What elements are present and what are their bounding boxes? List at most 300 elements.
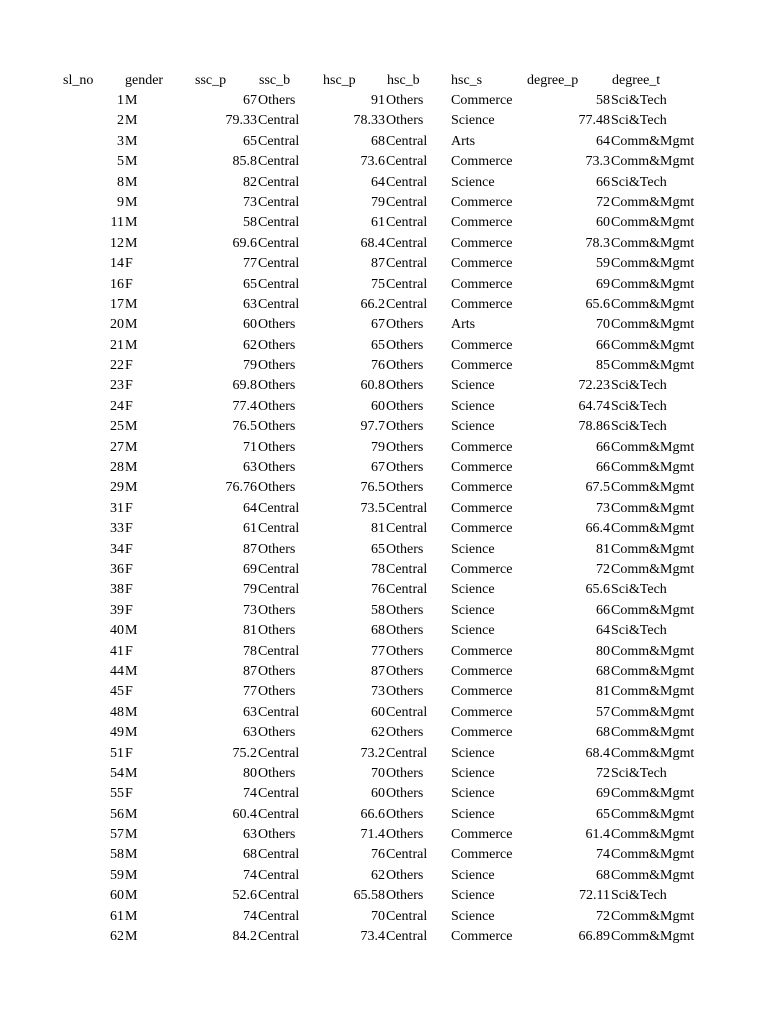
cell-ssc-p: 79.33 (225, 113, 257, 129)
cell-ssc-p: 73 (243, 194, 257, 210)
cell-hsc-s: Science (451, 174, 495, 190)
cell-sl-no: 2 (117, 113, 124, 129)
cell-sl-no: 22 (110, 358, 124, 374)
table-row (0, 275, 768, 295)
cell-gender: F (125, 256, 133, 272)
cell-hsc-s: Commerce (451, 276, 513, 292)
cell-hsc-p: 79 (371, 439, 385, 455)
cell-sl-no: 36 (110, 561, 124, 577)
cell-ssc-b: Central (258, 745, 300, 761)
table-row (0, 805, 768, 825)
cell-ssc-p: 82 (243, 174, 257, 190)
cell-hsc-s: Science (451, 806, 495, 822)
cell-degree-p: 66 (596, 174, 610, 190)
cell-hsc-s: Commerce (451, 725, 513, 741)
table-row (0, 91, 768, 111)
cell-sl-no: 16 (110, 276, 124, 292)
cell-hsc-b: Others (386, 623, 424, 639)
cell-gender: F (125, 541, 133, 557)
cell-degree-p: 66 (596, 337, 610, 353)
table-row (0, 621, 768, 641)
cell-hsc-p: 67 (371, 317, 385, 333)
cell-gender: M (125, 194, 138, 210)
cell-hsc-b: Others (386, 337, 424, 353)
cell-sl-no: 12 (110, 235, 124, 251)
cell-hsc-p: 73.5 (360, 500, 385, 516)
table-row (0, 601, 768, 621)
cell-ssc-p: 75.2 (232, 745, 257, 761)
cell-hsc-b: Central (386, 276, 428, 292)
cell-degree-p: 77.48 (578, 113, 610, 129)
table-row (0, 764, 768, 784)
cell-hsc-s: Science (451, 745, 495, 761)
cell-ssc-b: Central (258, 521, 300, 537)
cell-sl-no: 5 (117, 154, 124, 170)
cell-gender: F (125, 643, 133, 659)
cell-hsc-p: 68 (371, 133, 385, 149)
cell-degree-t: Comm&Mgmt (611, 521, 695, 537)
cell-ssc-p: 79 (243, 582, 257, 598)
cell-ssc-p: 85.8 (232, 154, 257, 170)
cell-degree-t: Comm&Mgmt (611, 256, 695, 272)
cell-ssc-p: 73 (243, 602, 257, 618)
cell-hsc-b: Others (386, 684, 424, 700)
cell-hsc-s: Commerce (451, 827, 513, 843)
column-header-ssc-b: ssc_b (259, 73, 291, 88)
table-header-row (0, 70, 768, 91)
cell-hsc-s: Science (451, 867, 495, 883)
cell-sl-no: 21 (110, 337, 124, 353)
cell-ssc-b: Others (258, 602, 296, 618)
cell-ssc-b: Others (258, 419, 296, 435)
table-row (0, 560, 768, 580)
cell-degree-p: 72 (596, 194, 610, 210)
cell-degree-p: 66 (596, 439, 610, 455)
cell-sl-no: 45 (110, 684, 124, 700)
cell-sl-no: 57 (110, 827, 124, 843)
cell-degree-t: Comm&Mgmt (611, 561, 695, 577)
cell-hsc-b: Others (386, 419, 424, 435)
cell-ssc-p: 74 (243, 867, 257, 883)
cell-degree-p: 72 (596, 908, 610, 924)
cell-hsc-b: Others (386, 806, 424, 822)
cell-hsc-p: 77 (371, 643, 385, 659)
cell-ssc-p: 63 (243, 827, 257, 843)
cell-gender: M (125, 337, 138, 353)
cell-hsc-b: Central (386, 296, 428, 312)
table-row (0, 682, 768, 702)
cell-gender: M (125, 215, 138, 231)
cell-gender: M (125, 133, 138, 149)
cell-ssc-p: 63 (243, 704, 257, 720)
cell-hsc-p: 61 (371, 215, 385, 231)
cell-sl-no: 39 (110, 602, 124, 618)
cell-hsc-s: Science (451, 602, 495, 618)
cell-hsc-p: 76 (371, 582, 385, 598)
cell-ssc-p: 68 (243, 847, 257, 863)
cell-hsc-s: Commerce (451, 256, 513, 272)
cell-hsc-b: Central (386, 704, 428, 720)
table-row (0, 784, 768, 804)
cell-degree-p: 78.86 (578, 419, 610, 435)
column-header-hsc-b: hsc_b (387, 73, 420, 88)
cell-hsc-b: Central (386, 847, 428, 863)
cell-hsc-s: Commerce (451, 643, 513, 659)
cell-degree-t: Comm&Mgmt (611, 745, 695, 761)
cell-sl-no: 56 (110, 806, 124, 822)
cell-degree-t: Sci&Tech (611, 582, 667, 598)
table-row (0, 927, 768, 947)
cell-degree-t: Comm&Mgmt (611, 296, 695, 312)
cell-degree-p: 67.5 (585, 480, 610, 496)
cell-ssc-p: 77 (243, 684, 257, 700)
cell-hsc-p: 60.8 (360, 378, 385, 394)
cell-sl-no: 40 (110, 623, 124, 639)
cell-gender: M (125, 439, 138, 455)
cell-ssc-b: Central (258, 806, 300, 822)
cell-degree-p: 73.3 (585, 154, 610, 170)
cell-hsc-s: Commerce (451, 439, 513, 455)
cell-hsc-s: Commerce (451, 663, 513, 679)
cell-hsc-s: Science (451, 398, 495, 414)
cell-sl-no: 58 (110, 847, 124, 863)
cell-degree-p: 85 (596, 358, 610, 374)
table-row (0, 254, 768, 274)
cell-sl-no: 41 (110, 643, 124, 659)
cell-degree-p: 72.23 (578, 378, 610, 394)
cell-degree-t: Comm&Mgmt (611, 929, 695, 945)
cell-ssc-b: Others (258, 725, 296, 741)
cell-degree-p: 72 (596, 561, 610, 577)
cell-degree-p: 68 (596, 663, 610, 679)
cell-ssc-b: Central (258, 643, 300, 659)
cell-sl-no: 48 (110, 704, 124, 720)
cell-ssc-b: Others (258, 93, 296, 108)
cell-hsc-p: 70 (371, 908, 385, 924)
table-row (0, 458, 768, 478)
cell-degree-t: Comm&Mgmt (611, 154, 695, 170)
cell-degree-t: Comm&Mgmt (611, 847, 695, 863)
cell-hsc-p: 73.4 (360, 929, 385, 945)
cell-hsc-b: Others (386, 460, 424, 476)
cell-gender: M (125, 296, 138, 312)
cell-degree-t: Comm&Mgmt (611, 908, 695, 924)
cell-gender: M (125, 908, 138, 924)
cell-ssc-p: 81 (243, 623, 257, 639)
table-row (0, 540, 768, 560)
cell-ssc-p: 77 (243, 256, 257, 272)
cell-degree-p: 69 (596, 786, 610, 802)
cell-hsc-b: Others (386, 317, 424, 333)
cell-degree-t: Sci&Tech (611, 888, 667, 904)
cell-degree-t: Comm&Mgmt (611, 194, 695, 210)
cell-hsc-s: Science (451, 888, 495, 904)
cell-gender: F (125, 582, 133, 598)
cell-ssc-p: 62 (243, 337, 257, 353)
cell-degree-t: Comm&Mgmt (611, 806, 695, 822)
cell-degree-p: 81 (596, 541, 610, 557)
cell-hsc-s: Commerce (451, 929, 513, 945)
cell-ssc-p: 64 (243, 500, 257, 516)
cell-gender: M (125, 806, 138, 822)
cell-hsc-b: Central (386, 582, 428, 598)
table-row (0, 703, 768, 723)
cell-gender: F (125, 358, 133, 374)
cell-ssc-b: Others (258, 541, 296, 557)
table-row (0, 152, 768, 172)
cell-ssc-p: 60.4 (232, 806, 257, 822)
cell-ssc-b: Central (258, 786, 300, 802)
cell-ssc-b: Central (258, 867, 300, 883)
cell-hsc-p: 65.58 (353, 888, 385, 904)
cell-hsc-s: Commerce (451, 521, 513, 537)
cell-ssc-b: Central (258, 276, 300, 292)
cell-ssc-b: Central (258, 256, 300, 272)
cell-degree-p: 64 (596, 133, 610, 149)
cell-hsc-s: Science (451, 786, 495, 802)
cell-gender: M (125, 113, 138, 129)
table-row (0, 234, 768, 254)
cell-ssc-b: Others (258, 765, 296, 781)
cell-gender: M (125, 154, 138, 170)
cell-degree-p: 68 (596, 725, 610, 741)
cell-gender: M (125, 847, 138, 863)
cell-hsc-b: Central (386, 256, 428, 272)
cell-degree-p: 72 (596, 765, 610, 781)
cell-ssc-b: Central (258, 296, 300, 312)
cell-hsc-s: Science (451, 582, 495, 598)
cell-hsc-s: Commerce (451, 215, 513, 231)
cell-degree-t: Comm&Mgmt (611, 480, 695, 496)
cell-ssc-p: 87 (243, 541, 257, 557)
column-header-degree-t: degree_t (612, 73, 661, 88)
cell-ssc-b: Central (258, 908, 300, 924)
cell-degree-t: Comm&Mgmt (611, 541, 695, 557)
cell-degree-p: 66.89 (578, 929, 610, 945)
cell-ssc-p: 58 (243, 215, 257, 231)
cell-hsc-b: Central (386, 561, 428, 577)
cell-hsc-b: Others (386, 867, 424, 883)
cell-ssc-p: 74 (243, 786, 257, 802)
cell-sl-no: 59 (110, 867, 124, 883)
cell-gender: M (125, 235, 138, 251)
cell-hsc-b: Central (386, 154, 428, 170)
cell-sl-no: 31 (110, 500, 124, 516)
cell-hsc-b: Others (386, 93, 424, 108)
cell-hsc-s: Commerce (451, 500, 513, 516)
cell-hsc-b: Others (386, 765, 424, 781)
cell-hsc-b: Others (386, 602, 424, 618)
cell-sl-no: 27 (110, 439, 124, 455)
cell-ssc-b: Others (258, 827, 296, 843)
cell-ssc-b: Central (258, 194, 300, 210)
cell-degree-t: Comm&Mgmt (611, 337, 695, 353)
cell-degree-t: Comm&Mgmt (611, 439, 695, 455)
cell-hsc-p: 65 (371, 541, 385, 557)
column-header-hsc-p: hsc_p (323, 73, 356, 88)
cell-sl-no: 23 (110, 378, 124, 394)
cell-ssc-p: 76.76 (225, 480, 257, 496)
cell-degree-p: 70 (596, 317, 610, 333)
cell-hsc-p: 73 (371, 684, 385, 700)
cell-hsc-p: 87 (371, 663, 385, 679)
cell-ssc-p: 67 (243, 93, 257, 108)
cell-hsc-s: Commerce (451, 561, 513, 577)
cell-ssc-p: 80 (243, 765, 257, 781)
cell-degree-t: Sci&Tech (611, 378, 667, 394)
table-row (0, 438, 768, 458)
cell-gender: M (125, 480, 138, 496)
cell-sl-no: 61 (110, 908, 124, 924)
cell-hsc-s: Science (451, 623, 495, 639)
table-row (0, 886, 768, 906)
cell-hsc-s: Commerce (451, 296, 513, 312)
cell-ssc-b: Others (258, 460, 296, 476)
cell-degree-t: Sci&Tech (611, 113, 667, 129)
cell-ssc-b: Central (258, 215, 300, 231)
cell-hsc-p: 76 (371, 847, 385, 863)
cell-gender: M (125, 93, 138, 108)
cell-gender: F (125, 521, 133, 537)
cell-degree-t: Comm&Mgmt (611, 276, 695, 292)
cell-degree-p: 64.74 (578, 398, 610, 414)
cell-ssc-p: 65 (243, 133, 257, 149)
cell-ssc-p: 69.6 (232, 235, 257, 251)
cell-hsc-b: Central (386, 908, 428, 924)
cell-degree-p: 69 (596, 276, 610, 292)
cell-gender: M (125, 663, 138, 679)
cell-hsc-s: Science (451, 419, 495, 435)
table-row (0, 315, 768, 335)
cell-ssc-b: Central (258, 235, 300, 251)
cell-ssc-b: Central (258, 929, 300, 945)
cell-hsc-s: Commerce (451, 358, 513, 374)
cell-hsc-p: 75 (371, 276, 385, 292)
cell-sl-no: 49 (110, 725, 124, 741)
cell-ssc-b: Central (258, 704, 300, 720)
cell-sl-no: 8 (117, 174, 124, 190)
cell-degree-p: 65.6 (585, 582, 610, 598)
cell-degree-t: Comm&Mgmt (611, 643, 695, 659)
cell-degree-p: 65.6 (585, 296, 610, 312)
cell-degree-t: Comm&Mgmt (611, 317, 695, 333)
cell-degree-p: 58 (596, 93, 610, 108)
cell-gender: M (125, 725, 138, 741)
cell-hsc-s: Commerce (451, 460, 513, 476)
cell-degree-p: 64 (596, 623, 610, 639)
table-row (0, 132, 768, 152)
cell-degree-p: 72.11 (579, 888, 610, 904)
cell-degree-t: Comm&Mgmt (611, 786, 695, 802)
cell-hsc-s: Science (451, 113, 495, 129)
cell-degree-t: Comm&Mgmt (611, 215, 695, 231)
cell-sl-no: 54 (110, 765, 124, 781)
table-row (0, 907, 768, 927)
column-header-gender: gender (125, 73, 164, 88)
cell-degree-t: Comm&Mgmt (611, 133, 695, 149)
cell-hsc-p: 70 (371, 765, 385, 781)
cell-ssc-b: Central (258, 847, 300, 863)
cell-gender: F (125, 602, 133, 618)
cell-degree-p: 74 (596, 847, 610, 863)
cell-sl-no: 24 (110, 398, 124, 414)
cell-hsc-p: 65 (371, 337, 385, 353)
cell-ssc-b: Others (258, 480, 296, 496)
cell-degree-p: 66 (596, 460, 610, 476)
cell-gender: F (125, 276, 133, 292)
cell-sl-no: 51 (110, 745, 124, 761)
cell-hsc-p: 76 (371, 358, 385, 374)
cell-hsc-p: 97.7 (360, 419, 385, 435)
cell-hsc-s: Commerce (451, 154, 513, 170)
cell-hsc-b: Others (386, 888, 424, 904)
cell-ssc-p: 69 (243, 561, 257, 577)
cell-gender: M (125, 623, 138, 639)
cell-degree-t: Sci&Tech (611, 174, 667, 190)
table-row (0, 111, 768, 131)
cell-hsc-p: 68.4 (360, 235, 385, 251)
table-row (0, 295, 768, 315)
table-row (0, 662, 768, 682)
cell-hsc-p: 79 (371, 194, 385, 210)
cell-ssc-p: 69.8 (232, 378, 257, 394)
cell-sl-no: 25 (110, 419, 124, 435)
cell-hsc-s: Commerce (451, 704, 513, 720)
cell-degree-p: 68.4 (585, 745, 610, 761)
cell-degree-t: Sci&Tech (611, 398, 667, 414)
table-body (0, 91, 768, 947)
cell-gender: M (125, 317, 138, 333)
table-row (0, 478, 768, 498)
column-header-ssc-p: ssc_p (195, 73, 227, 88)
cell-gender: M (125, 827, 138, 843)
table-row (0, 744, 768, 764)
table-row (0, 376, 768, 396)
cell-hsc-p: 62 (371, 725, 385, 741)
cell-gender: M (125, 929, 138, 945)
table-row (0, 642, 768, 662)
cell-degree-p: 68 (596, 867, 610, 883)
cell-hsc-s: Arts (451, 133, 476, 149)
cell-hsc-p: 67 (371, 460, 385, 476)
cell-hsc-b: Others (386, 113, 424, 129)
cell-sl-no: 3 (117, 133, 124, 149)
cell-degree-t: Comm&Mgmt (611, 725, 695, 741)
cell-ssc-b: Central (258, 133, 300, 149)
cell-hsc-b: Central (386, 133, 428, 149)
cell-ssc-b: Others (258, 663, 296, 679)
cell-ssc-p: 61 (243, 521, 257, 537)
cell-hsc-b: Central (386, 174, 428, 190)
cell-hsc-b: Others (386, 786, 424, 802)
cell-hsc-b: Central (386, 235, 428, 251)
cell-ssc-p: 78 (243, 643, 257, 659)
cell-degree-p: 80 (596, 643, 610, 659)
cell-sl-no: 38 (110, 582, 124, 598)
cell-ssc-b: Central (258, 888, 300, 904)
cell-hsc-p: 68 (371, 623, 385, 639)
cell-hsc-s: Science (451, 908, 495, 924)
table-row (0, 845, 768, 865)
cell-ssc-b: Central (258, 174, 300, 190)
cell-hsc-p: 64 (371, 174, 385, 190)
cell-hsc-b: Central (386, 194, 428, 210)
column-header-sl-no: sl_no (63, 73, 94, 88)
cell-hsc-s: Commerce (451, 684, 513, 700)
cell-gender: M (125, 460, 138, 476)
cell-hsc-p: 78.33 (353, 113, 385, 129)
cell-hsc-b: Others (386, 480, 424, 496)
